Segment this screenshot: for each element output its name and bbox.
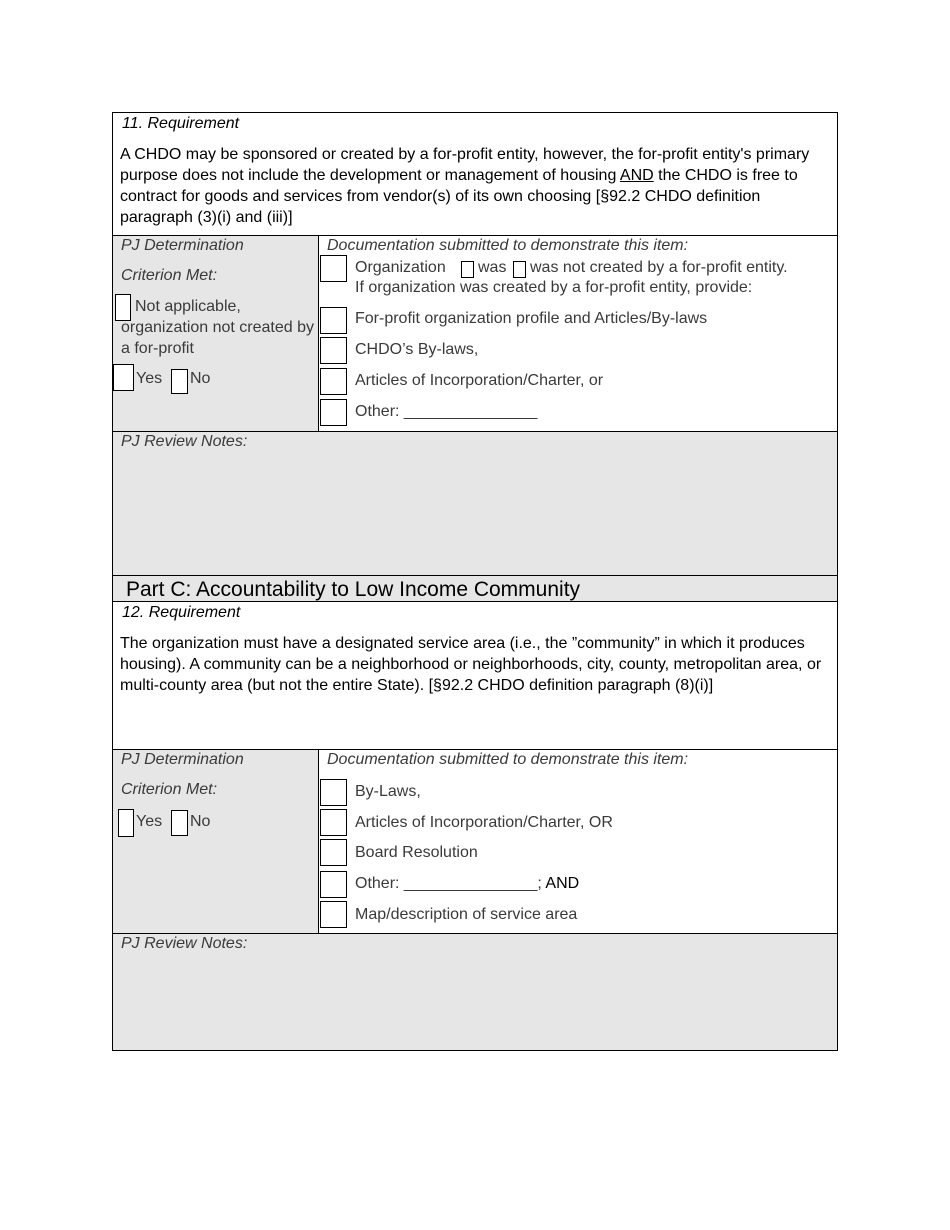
criterion-yes-label: Yes (136, 813, 163, 830)
other-label-text: Other: _______________; (355, 875, 546, 892)
review-notes-12[interactable] (113, 934, 837, 1050)
part-c-header (113, 576, 837, 602)
item-checkbox-other[interactable] (320, 871, 347, 898)
item-label-board-resolution: Board Resolution (355, 844, 478, 861)
requirement-11-block (113, 113, 837, 236)
org-line2: If organization was created by a for-profit entity, provide: (355, 279, 753, 296)
item-label-bylaws: CHDO’s By-laws, (355, 341, 479, 358)
item-label-articles: Articles of Incorporation/Charter, or (355, 372, 604, 389)
other-and: AND (545, 875, 580, 892)
documentation-header: Documentation submitted to demonstrate this item: (327, 237, 689, 254)
item-label-articles: Articles of Incorporation/Charter, OR (355, 814, 613, 831)
requirement-11-grid (113, 236, 837, 432)
item-checkbox-profile[interactable] (320, 307, 347, 334)
pj-determination-label: PJ Determination (121, 751, 244, 768)
documentation-header: Documentation submitted to demonstrate this item: (327, 751, 689, 768)
organization-line (355, 257, 446, 278)
part-c-title: Part C: Accountability to Low Income Community (126, 578, 581, 601)
criterion-yes-checkbox[interactable] (113, 364, 134, 391)
pj-determination-panel-12 (113, 750, 319, 933)
requirement-12-grid (113, 750, 837, 934)
item-label-other: Other: _______________ (355, 403, 538, 420)
org-was-not-label: was not created by a for-profit entity. (530, 259, 788, 276)
item-checkbox-board-resolution[interactable] (320, 839, 347, 866)
criterion-met-label: Criterion Met: (121, 267, 218, 284)
not-applicable-label: Not applicable, organization not created by a for-profit (121, 298, 315, 357)
requirement-12-title: 12. Requirement (122, 604, 241, 621)
item-label-map: Map/description of service area (355, 906, 578, 923)
item-checkbox-bylaws[interactable] (320, 779, 347, 806)
item-checkbox-articles[interactable] (320, 368, 347, 395)
org-was-label: was (478, 259, 507, 276)
review-notes-label-11: PJ Review Notes: (121, 433, 248, 450)
requirement-11-and: AND (619, 167, 654, 184)
documentation-panel-11 (319, 236, 837, 431)
organization-checkbox[interactable] (320, 255, 347, 282)
item-label-profile: For-profit organization profile and Articles/By-laws (355, 310, 708, 327)
requirement-11-title: 11. Requirement (122, 115, 240, 132)
requirement-11-text-b: the CHDO is free to contract for goods and services from vendor(s) of its own choosing [§92.2 CHDO definition paragraph (3)(i) and (iii)] (120, 167, 798, 226)
criterion-yes-checkbox[interactable] (118, 809, 134, 837)
criterion-no-label: No (190, 813, 211, 830)
requirement-12-block (113, 602, 837, 750)
requirement-11-text-a: A CHDO may be sponsored or created by a for-profit entity, however, the for-profit entity's primary purpose does not include the development or management of housing (120, 146, 810, 184)
requirement-11-text (120, 144, 826, 228)
chdo-form (112, 112, 838, 1051)
organization-label: Organization (355, 259, 446, 276)
criterion-no-checkbox[interactable] (171, 810, 188, 836)
criterion-yes-label: Yes (136, 370, 163, 387)
item-checkbox-other[interactable] (320, 399, 347, 426)
criterion-met-label: Criterion Met: (121, 781, 218, 798)
item-checkbox-articles[interactable] (320, 809, 347, 836)
item-label-other (355, 873, 579, 894)
requirement-12-text: The organization must have a designated service area (i.e., the ”community” in which it produces housing). A community can be a neighborhood or neighborhoods, city, county, metropolitan area, or multi-county area (but not the entire State). [§92.2 CHDO definition paragraph (8)(i)] (120, 635, 822, 694)
item-checkbox-bylaws[interactable] (320, 337, 347, 364)
pj-determination-panel-11 (113, 236, 319, 431)
org-was-not-checkbox[interactable] (513, 261, 526, 278)
item-label-bylaws: By-Laws, (355, 783, 421, 800)
criterion-no-label: No (190, 370, 211, 387)
item-checkbox-map[interactable] (320, 901, 347, 928)
documentation-panel-12 (319, 750, 837, 933)
pj-determination-label: PJ Determination (121, 237, 244, 254)
review-notes-11[interactable] (113, 432, 837, 576)
criterion-no-checkbox[interactable] (171, 369, 188, 394)
review-notes-label-12: PJ Review Notes: (121, 935, 248, 952)
org-was-checkbox[interactable] (461, 261, 474, 278)
